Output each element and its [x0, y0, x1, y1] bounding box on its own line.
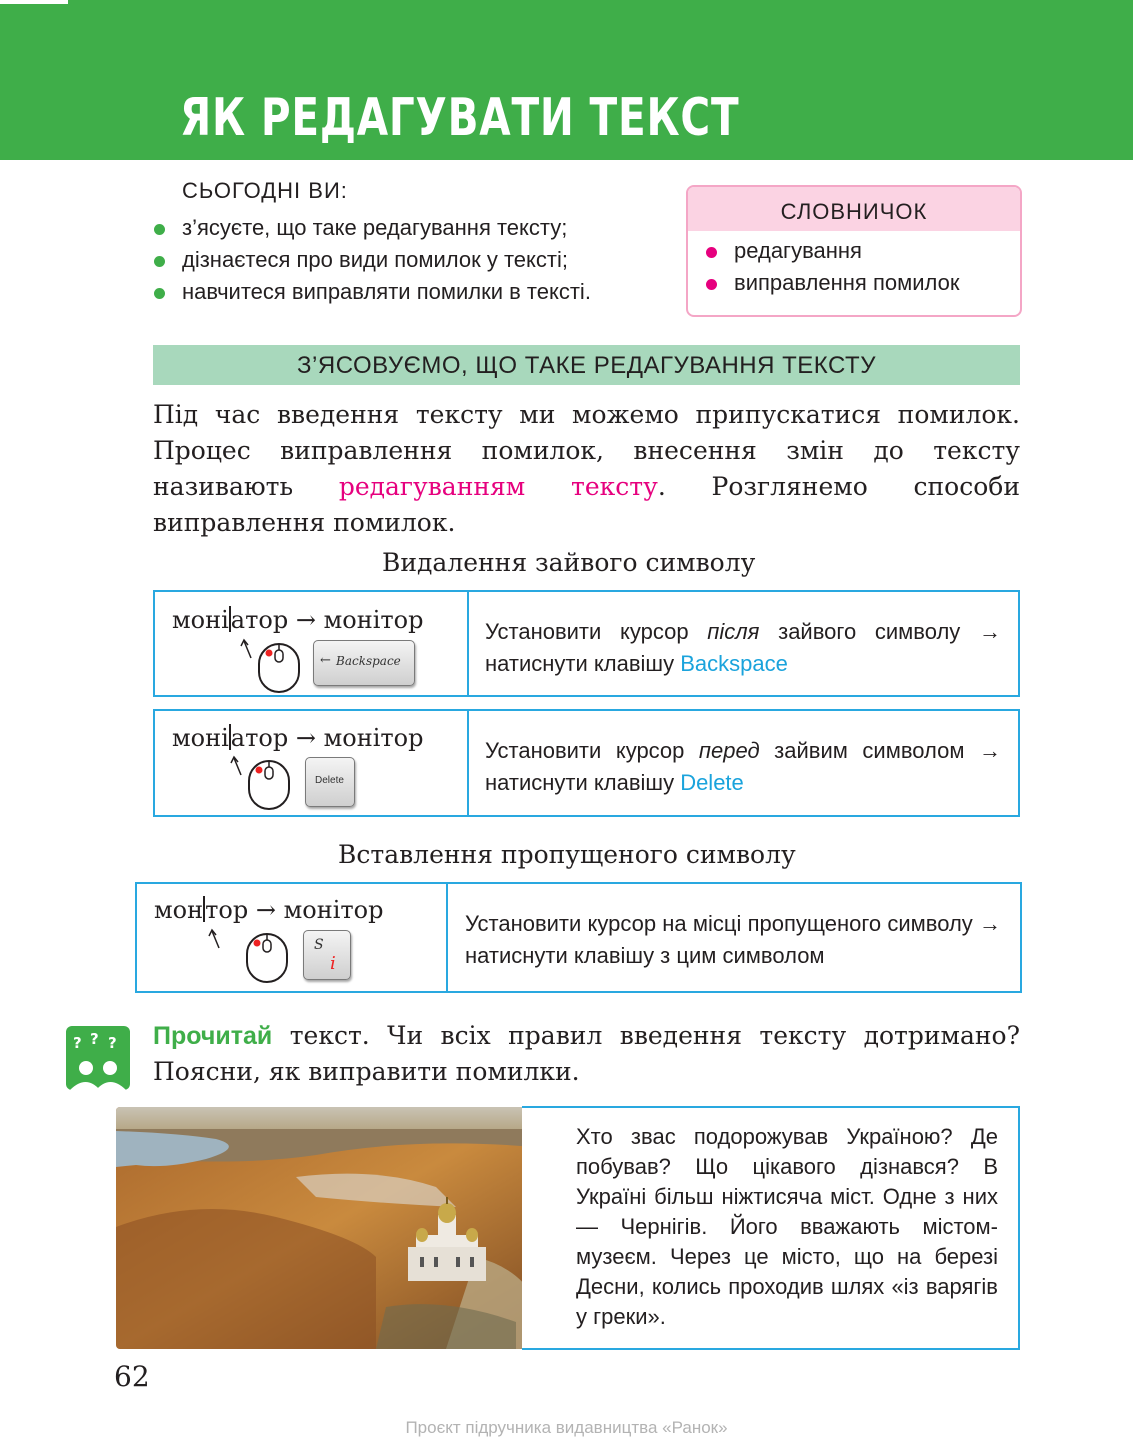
key-arrow-icon: ←	[320, 653, 331, 668]
corrected-word: монітор	[323, 606, 424, 634]
bullet-icon	[154, 256, 165, 267]
word-part: моні	[172, 724, 229, 752]
intro-paragraph	[153, 397, 1020, 541]
instruction-text: зайвим символом → натиснути клавішу	[485, 738, 1001, 795]
word-part: мон	[154, 896, 204, 924]
goal-item	[152, 276, 591, 308]
delete-instruction	[485, 735, 1001, 799]
goal-text: з’ясуєте, що таке редагування тексту;	[182, 215, 568, 240]
svg-text:?: ?	[73, 1034, 82, 1052]
glossary-item	[704, 235, 1020, 267]
section-title: З’ЯСОВУЄМО, ЩО ТАКЕ РЕДАГУВАННЯ ТЕКСТУ	[153, 345, 1020, 385]
task-instruction	[153, 1018, 1020, 1090]
word-part: моні	[172, 606, 229, 634]
header-strip	[0, 0, 68, 4]
word-part: атор	[230, 606, 289, 634]
word-part: тор	[205, 896, 249, 924]
box-divider	[467, 711, 469, 815]
key-label: Delete	[315, 775, 344, 786]
backspace-example-box	[153, 590, 1020, 697]
instruction-text: Установити курсор	[485, 738, 699, 763]
glossary-box	[686, 185, 1022, 317]
box-divider	[446, 884, 448, 991]
backspace-key	[313, 640, 415, 686]
backspace-instruction	[485, 616, 1001, 680]
word-part: атор	[230, 724, 289, 752]
bullet-icon	[154, 224, 165, 235]
publisher-note: Проєкт підручника видавництва «Ранок»	[405, 1418, 728, 1437]
instruction-text: зайвого символу → натиснути клавішу	[485, 619, 1001, 676]
key-label-bottom: і	[330, 953, 336, 974]
delete-key	[305, 757, 355, 807]
corrected-word: монітор	[323, 724, 424, 752]
page-number: 62	[114, 1360, 150, 1393]
task-text: текст. Чи всіх правил введення тексту дотримано? Поясни, як виправити помилки.	[153, 1021, 1020, 1086]
task-lead: Прочитай	[153, 1022, 273, 1050]
example-words	[172, 724, 423, 752]
goal-item	[152, 212, 591, 244]
delete-example-box	[153, 709, 1020, 817]
goal-text: навчитеся виправляти помилки в тексті.	[182, 279, 591, 304]
example-words	[154, 896, 384, 924]
arrow-icon: →	[295, 724, 316, 752]
insertion-heading: Вставлення пропущеного символу	[338, 840, 796, 869]
letter-key	[303, 930, 351, 980]
example-words	[172, 606, 423, 634]
bullet-icon	[706, 279, 717, 290]
goal-item	[152, 244, 591, 276]
box-divider	[467, 592, 469, 695]
chernihiv-photo	[116, 1107, 534, 1349]
bullet-icon	[706, 247, 717, 258]
instruction-emphasis: перед	[698, 738, 760, 763]
corrected-word: монітор	[283, 896, 384, 924]
glossary-item	[704, 267, 1020, 299]
key-term: редагуванням тексту	[338, 472, 658, 501]
intro-text-end: . Розглянемо способи виправлення помилок.	[153, 472, 1021, 537]
insertion-instruction: Установити курсор на місці пропущеного символу → натиснути клавішу з цим символом	[465, 911, 1001, 968]
mouse-pointer-icon	[207, 926, 295, 988]
goals-list	[152, 212, 591, 308]
intro-text: Під час введення тексту ми можемо припускатися помилок. Процес виправлення помилок, внесення змін до тексту називають	[153, 400, 1020, 501]
key-label-top: S	[314, 937, 324, 953]
key-name: Delete	[680, 770, 744, 795]
glossary-term: виправлення помилок	[734, 270, 960, 295]
reading-text-box	[522, 1106, 1020, 1350]
svg-text:?: ?	[90, 1030, 99, 1048]
reading-text: Хто звас подорожував Україною? Де побував? Що цікавого дізнався? В Україні більш ніжтисяча міст. Одне з них — Чернігів. Його вважають містом-музеєм. Через це місто, що на березі Десни, колись проходив шлях «із варягів у греки».	[576, 1124, 998, 1329]
discussion-icon	[66, 1026, 130, 1090]
svg-text:?: ?	[108, 1034, 117, 1052]
insertion-example-box	[135, 882, 1022, 993]
mouse-pointer-icon	[239, 636, 309, 694]
arrow-icon: →	[255, 896, 276, 924]
glossary-list	[688, 231, 1020, 299]
goal-text: дізнаєтеся про види помилок у тексті;	[182, 247, 568, 272]
arrow-icon: →	[295, 606, 316, 634]
glossary-title: СЛОВНИЧОК	[688, 187, 1020, 231]
glossary-term: редагування	[734, 238, 862, 263]
goals-heading: СЬОГОДНІ ВИ:	[182, 178, 348, 203]
instruction-emphasis: після	[707, 619, 760, 644]
mouse-pointer-icon	[229, 753, 299, 813]
lesson-title: ЯК РЕДАГУВАТИ ТЕКСТ	[180, 88, 740, 148]
instruction-text: Установити курсор	[485, 619, 708, 644]
bullet-icon	[154, 288, 165, 299]
key-label: Backspace	[336, 654, 401, 668]
key-name: Backspace	[680, 651, 788, 676]
deletion-heading: Видалення зайвого символу	[382, 548, 756, 577]
